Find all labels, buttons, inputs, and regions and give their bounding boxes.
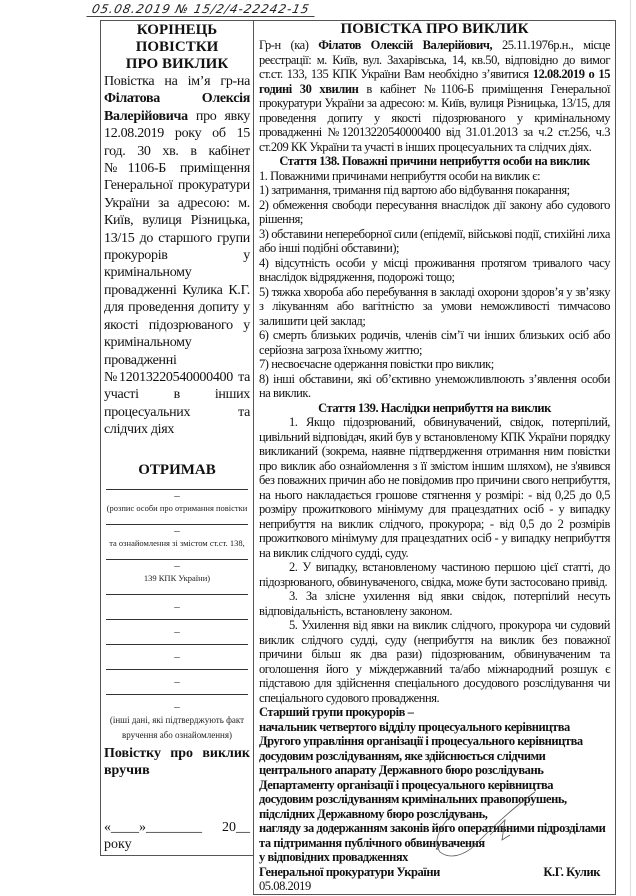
article-138-item: 6) смерть близьких родичів, членів сім’ї чи інших близьких осіб або серйозна загроза їхньому життю; [259,328,610,357]
appointment-time: 12.08.2019 о 15 годині 30 хвилин [259,67,610,96]
article-138-items [259,169,610,401]
signatory-title-line: у відповідних провадженнях [259,850,408,864]
stub-text: про явку 12.08.2019 року об 15 год. 30 хв. в кабінет №1106-Б приміщення Генеральної прокуратури України за адресою: м. Київ, вулиця Різницька, 13/15 до старшого групи прокурорів у кримінальному провадженні Кулика К.Г. для проведення допиту у якості підозрюваного у кримінальному провадженні №12013220540000400 та участі в інших процесуальних та слідчих діях [104,108,250,438]
signature-line[interactable] [106,694,248,695]
signatory-title-line: та підтримання публічного обвинувачення [259,835,485,850]
summons-intro [259,38,610,154]
article-139-paragraph: 1. Якщо підозрюваний, обвинувачений, свідок, потерпілий, цивільний відповідач, який був у встановленому КПК України порядку викликаний (зокрема, наявне підтвердження отримання ним повістки про виклик або ознайомлення з її змістом іншим шляхом), не з'явився без поважних причин або не повідомив про причини свого неприбуття, на нього накладається грошове стягнення у розмірі: - від 0,25 до 0,5 розміру прожиткового мінімуму для працездатних осіб - у випадку неприбуття на виклик слідчого, прокурора; - від 0,5 до 2 розмірів прожиткового мінімуму для працездатних осіб - у випадку неприбуття на виклик слідчого судді, суду. [259,415,610,560]
dash: – [174,625,180,638]
article-138-item: 7) несвоєчасне одержання повістки про виклик; [259,357,494,371]
caption-code: 139 КПК України) [143,572,211,583]
caption-signature: (розпис особи про отримання повістки [106,502,248,513]
article-139-title: Стаття 139. Наслідки неприбуття на виклик [318,400,551,415]
stub-title-line: ПРО ВИКЛИК [125,56,229,72]
dash: – [174,489,180,502]
caption-other-data: (інші дані, які підтверджують факт [109,714,245,725]
signature-date: 05.08.2019 [259,879,311,893]
dash: – [174,524,180,537]
signatory-block [259,705,610,865]
article-139-paragraphs [259,415,610,705]
received-title: ОТРИМАВ [138,461,216,478]
signatory-title-line: нагляду за додержанням законів його оперативними підрозділами [259,821,606,835]
signatory-title-line: начальник четвертого відділу процесуального керівництва [259,719,570,734]
person-name: Філатов Олексій Валерійович, [318,38,493,52]
article-138-item: 5) тяжка хвороба або перебування в закладі охорони здоров’я у зв’язку з лікуванням або вагітністю за умови неможливості тимчасово залишити цей заклад; [259,284,610,328]
handover-date[interactable] [104,819,250,836]
date-suffix: року [104,836,132,852]
intro-text: Гр-н (ка) [259,38,319,52]
dash: – [174,559,180,572]
article-139-paragraph: 3. За злісне ухилення від явки свідок, потерпілий несуть відповідальність, встановлену законом. [259,589,610,618]
signatory-title-line: досудовим розслідуванням, яке здійснюється слідчими [259,748,546,763]
date-day-month-blank[interactable]: «____»________ [104,819,202,835]
dash: – [174,700,180,713]
signatory-title-line: Старший групи прокурорів – [259,705,414,719]
article-138-item: 8) інші обставини, які об’єктивно унеможливлюють з’явлення особи на виклик. [259,371,610,400]
article-138-item: 3) обставини непереборної сили (епідемії, військові події, стихійні лиха або інші подібні обставини); [259,226,610,255]
article-138-item: 4) відсутність особи у місці проживання протягом тривалого часу внаслідок відрядження, подорожі тощо; [259,255,610,284]
page-edge [630,0,631,896]
article-138-item: 1. Поважними причинами неприбуття особи на виклик є: [259,168,541,183]
stub-title-line: КОРІНЕЦЬ ПОВІСТКИ [135,22,219,55]
date-year-blank[interactable]: 20__ [222,819,250,835]
caption-familiarization: та ознайомлення зі змістом ст.ст. 138, [109,537,245,548]
stub-title [101,22,253,73]
signatory-title-line: Департаменту організації і процесуального керівництва [259,777,554,792]
signatory-title-line: Другого управління організації і процесуального керівництва [259,734,583,748]
article-138-title: Стаття 138. Поважні причини неприбуття особи на виклик [279,154,590,168]
stub-text: Повістка на ім’я гр-на [104,74,250,89]
handed-over-title: Повістку про виклик [104,745,250,761]
article-139-paragraph: 2. У випадку, встановленому частиною першою цієї статті, до підозрюваного, обвинуваченого, свідка, може бути застосовано привід. [259,560,610,589]
signature-line[interactable] [106,594,248,595]
intro-text: 25.11.1976р.н., місце реєстрації: м. Київ, вул. Захарівська, 14, кв.50, відповідно до вимог ст.ст. 133, 135 КПК України Вам необхідно з’явитися [259,38,610,81]
signatory-name: К.Г. Кулик [543,864,600,879]
article-138-item: 2) обмеження свободи пересування внаслідок дії закону або судового рішення; [259,197,610,226]
summons-main [253,20,616,895]
signatory-last-row [259,865,610,880]
signatory-title-line: підслідних Державному бюро розслідувань, [259,806,488,821]
signatory-title-line: досудовим розслідуванням кримінальних правопорушень, [259,792,567,806]
signature-line[interactable] [106,669,248,670]
dash: – [174,600,180,613]
article-138-item: 1) затримання, тримання під вартою або відбування покарання; [259,183,570,197]
handwritten-registration-number: 05.08.2019 № 15/2/4-22242-15 [86,2,317,17]
dash: – [174,675,180,688]
signatory-title-line: центрального апарату Державного бюро розслідувань [259,763,544,777]
dash: – [174,650,180,663]
intro-text: в кабінет №1106-Б приміщення Генеральної прокуратури України за адресою: м. Київ, вулиця Різницька, 13/15, для проведення допиту у якості підозрюваного у кримінальному провадженні №12013220540000400 від 31.01.2013 за ч.2 ст.256, ч.3 ст.209 КК України та участі в інших процесуальних та слідчих діях. [259,81,610,154]
handed-over-title: вручив [104,762,150,778]
stub-person-name: Філатова Олексія Валерійовича [104,91,250,124]
article-139-paragraph: 5. Ухилення від явки на виклик слідчого, прокурора чи судовий виклик слідчого судді, суду (неприбуття на виклик без поважної причини більш як два рази) підозрюваним, обвинуваченим та оголошення його у міждержавний та/або міжнародний розшук є підставою для здійснення спеціального досудового розслідування чи спеціального судового провадження. [259,618,610,705]
caption-other-data: вручення або ознайомлення) [122,729,232,740]
stub-body [101,73,253,439]
summons-stub [100,20,253,856]
summons-title: ПОВІСТКА ПРО ВИКЛИК [340,21,529,37]
signatory-organization: Генеральної прокуратури України [259,864,440,879]
signature-line[interactable] [106,644,248,645]
signature-line[interactable] [106,619,248,620]
